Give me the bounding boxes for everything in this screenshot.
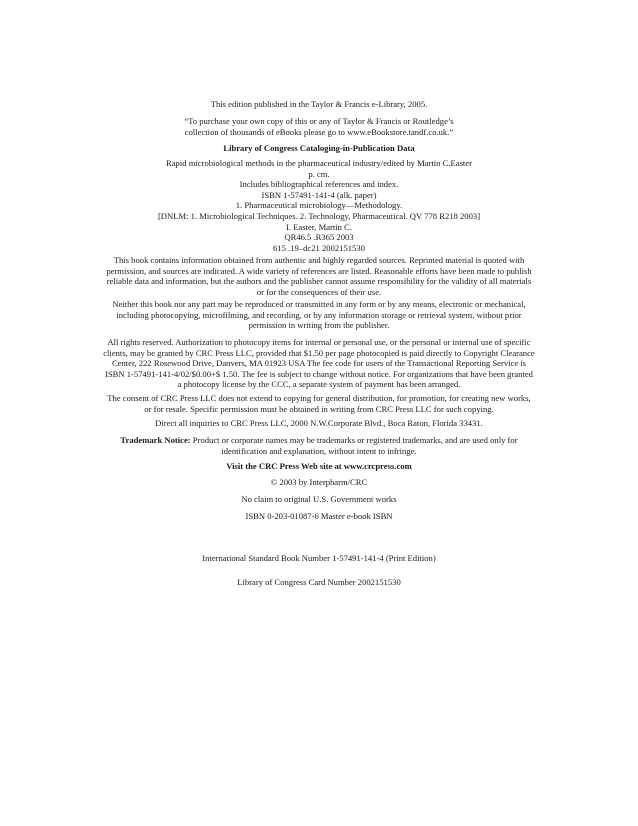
print-isbn-line: International Standard Book Number 1-57491-141-4 (Print Edition) [202, 553, 436, 563]
trademark-text: Product or corporate names may be trademarks or registered trademarks, and are used only for [190, 435, 518, 445]
sources-paragraph [96, 255, 542, 297]
cip-line: I. Easter, Martin C. [285, 221, 352, 232]
paragraph-line: a photocopy license by the CCC, a separate system of payment has been arranged. [177, 379, 461, 390]
cip-heading-text: Library of Congress Cataloging-in-Publication Data [223, 143, 415, 153]
edition-line: This edition published in the Taylor & Francis e-Library, 2005. [210, 99, 428, 109]
edition-notice [100, 99, 538, 110]
cip-line: 615 .19–dc21 2002151530 [273, 242, 365, 253]
cip-line: ISBN 1-57491-141-4 (alk. paper) [261, 189, 377, 200]
paragraph-line: or for resale. Specific permission must be obtained in writing from CRC Press LLC for such copying. [144, 403, 494, 414]
cip-line: [DNLM: 1. Microbiological Techniques. 2. Technology, Pharmaceutical. QV 778 R218 2003] [157, 210, 481, 221]
ebook-isbn-line: ISBN 0-203-01087-6 Master e-book ISBN [245, 511, 393, 521]
paragraph-line: permission in writing from the publisher. [248, 320, 390, 331]
paragraph-line: All rights reserved. Authorization to photocopy items for internal or personal use, or the personal or internal use of specific [107, 337, 531, 347]
reproduction-paragraph [96, 299, 542, 331]
cip-heading [100, 143, 538, 154]
copyright-line: © 2003 by Interpharm/CRC [270, 477, 368, 487]
paragraph-line: ISBN 1-57491-141-4/02/$0.00+$ 1.50. The fee is subject to change without notice. For organizations that have been granted [105, 368, 533, 379]
copyright-notice [100, 477, 538, 488]
consent-paragraph [96, 393, 542, 414]
cip-line: 1. Pharmaceutical microbiology—Methodology. [235, 200, 403, 211]
paragraph-line: permission, and sources are indicated. A wide variety of references are listed. Reasonable efforts have been made to publish [106, 265, 532, 276]
cip-line: p. cm. [308, 168, 330, 179]
paragraph-line: reliable data and information, but the authors and the publisher cannot assume responsibility for the validity of all materials [106, 276, 532, 287]
trademark-notice [100, 435, 538, 456]
paragraph-line: Neither this book nor any part may be reproduced or transmitted in any form or by any means, electronic or mechanical, [112, 299, 526, 309]
paragraph-line: including photocopying, microfilming, and recording, or by any information storage or retrieval system, without prior [116, 309, 522, 320]
trademark-line-2: identification and explanation, without intent to infringe. [221, 445, 417, 456]
purchase-notice [100, 116, 538, 137]
paragraph-line: The consent of CRC Press LLC does not extend to copying for general distribution, for promotion, for creating new works, [107, 393, 531, 403]
cip-line: Rapid microbiological methods in the pharmaceutical industry/edited by Martin C.Easter [166, 158, 472, 168]
website-notice [100, 461, 538, 472]
lccn [100, 577, 538, 588]
cip-line: QR46.5 .R365 2003 [284, 232, 354, 243]
inquiries-line: Direct all inquiries to CRC Press LLC, 2000 N.W.Corporate Blvd., Boca Raton, Florida 33431. [155, 418, 483, 428]
paragraph-line: clients, may be granted by CRC Press LLC, provided that $1.50 per page photocopied is paid directly to Copyright Clearance [103, 347, 535, 358]
cip-line: Includes bibliographical references and index. [239, 179, 399, 190]
government-works-notice [100, 494, 538, 505]
purchase-line-1: “To purchase your own copy of this or any of Taylor & Francis or Routledge’s [184, 116, 454, 126]
print-isbn [100, 553, 538, 564]
rights-paragraph [96, 337, 542, 390]
paragraph-line: or for the consequences of their use. [256, 286, 382, 297]
website-line: Visit the CRC Press Web site at www.crcpress.com [226, 461, 412, 471]
no-claim-line: No claim to original U.S. Government works [241, 494, 397, 504]
cip-record [96, 158, 542, 253]
ebook-isbn [100, 511, 538, 522]
lccn-line: Library of Congress Card Number 2002151530 [237, 577, 401, 587]
inquiries-notice [100, 418, 538, 429]
trademark-line-1 [100, 435, 538, 446]
paragraph-line: Center, 222 Rosewood Drive, Danvers, MA 01923 USA The fee code for users of the Transactional Reporting Service is [111, 358, 527, 369]
purchase-line-2: collection of thousands of eBooks please go to www.eBookstore.tandf.co.uk.” [184, 126, 454, 137]
trademark-label: Trademark Notice: [120, 435, 191, 445]
paragraph-line: This book contains information obtained from authentic and highly regarded sources. Reprinted material is quoted with [113, 255, 525, 265]
